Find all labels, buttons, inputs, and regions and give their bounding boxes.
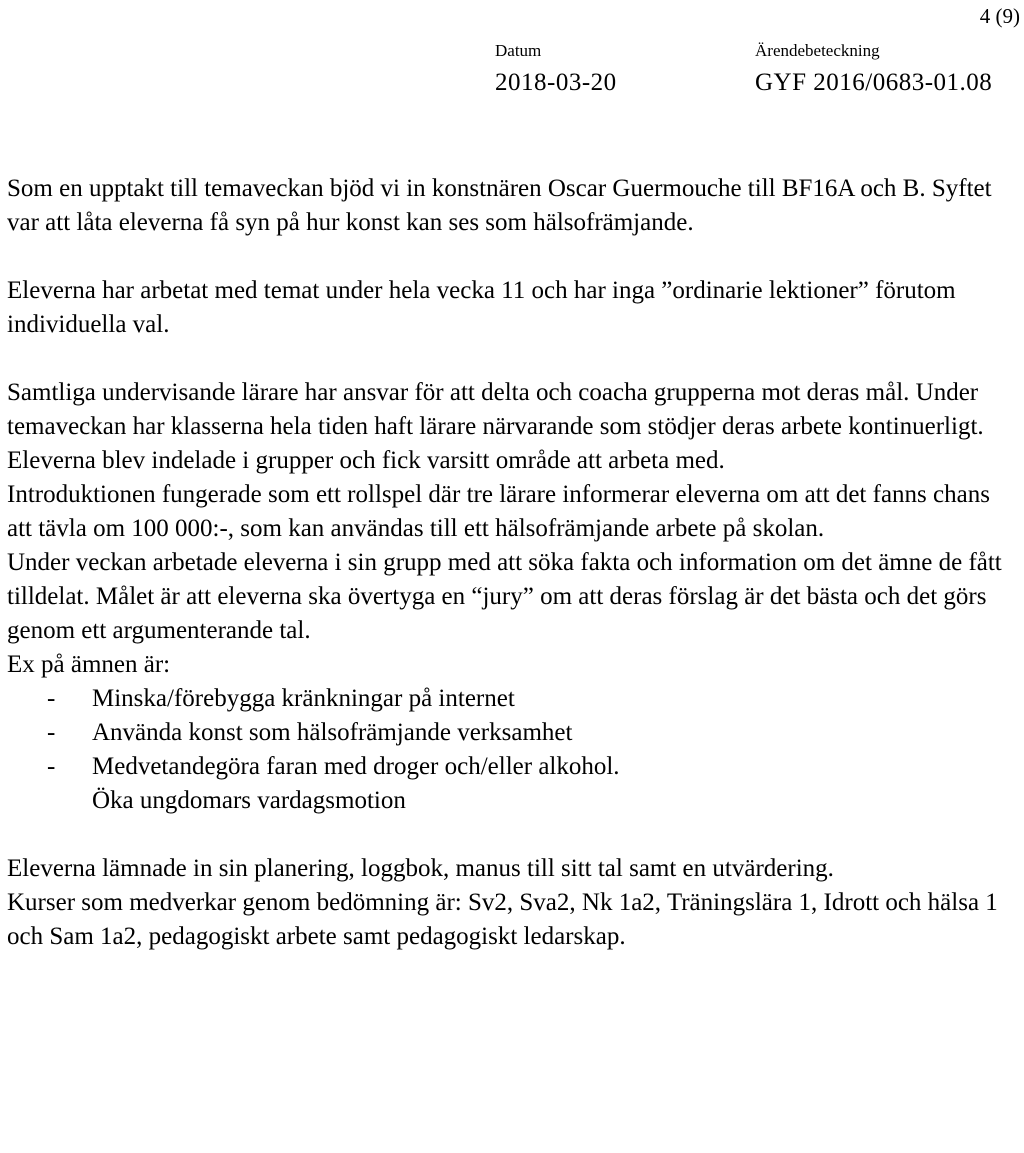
paragraph-intro: Som en upptakt till temaveckan bjöd vi in konstnären Oscar Guermouche till BF16A och B. Syftet var att låta eleverna få syn på hur konst kan ses som hälsofrämjande. [7, 175, 992, 236]
list-item-text: Medvetandegöra faran med droger och/eller alkohol. [92, 753, 620, 780]
date-value: 2018-03-20 [495, 69, 617, 96]
list-item [7, 750, 1012, 784]
list-item-text: Använda konst som hälsofrämjande verksamhet [92, 719, 573, 746]
list-item-text: Minska/förebygga kränkningar på internet [92, 685, 515, 712]
bullet-dash: - [47, 719, 56, 746]
reference-value: GYF 2016/0683-01.08 [755, 69, 993, 96]
paragraph-courses: Kurser som medverkar genom bedömning är: Sv2, Sva2, Nk 1a2, Träningslära 1, Idrott och hälsa 1 och Sam 1a2, pedagogiskt arbete samt pedagogiskt ledarskap. [7, 889, 998, 950]
paragraph-goal: Under veckan arbetade eleverna i sin grupp med att söka fakta och information om det ämne de fått tilldelat. Målet är att eleverna ska övertyga en “jury” om att deras förslag är det bästa och det görs genom ett argumenterande tal. [7, 549, 1002, 644]
topic-list [7, 682, 1012, 784]
date-block [495, 40, 617, 98]
reference-label: Ärendebeteckning [755, 41, 880, 60]
list-extra-item: Öka ungdomars vardagsmotion [92, 787, 406, 814]
paragraph-week: Eleverna har arbetat med temat under hela vecka 11 och har inga ”ordinarie lektioner” förutom individuella val. [7, 277, 956, 338]
paragraph-examples-heading: Ex på ämnen är: [7, 651, 171, 678]
paragraph-introduction: Introduktionen fungerade som ett rollspel där tre lärare informerar eleverna om att det fanns chans att tävla om 100 000:-, som kan användas till ett hälsofrämjande arbete på skolan. [7, 481, 990, 542]
reference-block [755, 40, 992, 98]
paragraph-teachers: Samtliga undervisande lärare har ansvar för att delta och coacha grupperna mot deras mål. Under temaveckan har klasserna hela tiden haft lärare närvarande som stödjer deras arbete kontinuerligt. [7, 379, 984, 440]
list-item [7, 682, 1012, 716]
document-body [7, 172, 1012, 954]
bullet-dash: - [47, 753, 56, 780]
list-item [7, 716, 1012, 750]
paragraph-groups: Eleverna blev indelade i grupper och fick varsitt område att arbeta med. [7, 447, 725, 474]
paragraph-submission: Eleverna lämnade in sin planering, loggbok, manus till sitt tal samt en utvärdering. [7, 855, 834, 882]
date-label: Datum [495, 41, 542, 60]
bullet-dash: - [47, 685, 56, 712]
page-number: 4 (9) [979, 4, 1020, 28]
